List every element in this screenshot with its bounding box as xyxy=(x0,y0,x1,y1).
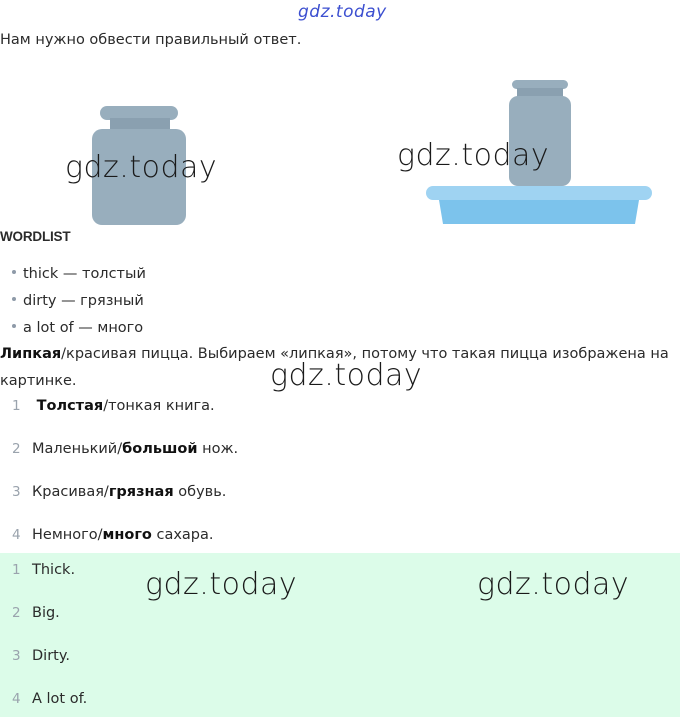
task-row xyxy=(0,398,680,420)
task-text: Толстая/тонкая книга. xyxy=(36,398,215,414)
answer-row xyxy=(0,691,680,713)
wordlist-heading: WORDLIST xyxy=(0,229,71,244)
task-text: Маленький/большой нож. xyxy=(32,441,239,457)
example-text-cont: картинке. xyxy=(0,373,77,389)
watermark-left-image: gdz.today xyxy=(65,150,218,185)
bullet-icon xyxy=(12,324,16,328)
answer-number: 2 xyxy=(12,605,21,621)
wordlist-item: dirty — грязный xyxy=(12,293,144,309)
bullet-icon xyxy=(12,297,16,301)
wordlist-item: a lot of — много xyxy=(12,320,143,336)
answer-row xyxy=(0,648,680,670)
jar-lid xyxy=(512,80,568,89)
answer-number: 1 xyxy=(12,562,21,578)
task-number: 1 xyxy=(12,398,21,414)
bullet-icon xyxy=(12,270,16,274)
task-row xyxy=(0,441,680,463)
task-row xyxy=(0,527,680,549)
intro-text: Нам нужно обвести правильный ответ. xyxy=(0,32,302,48)
answer-text: Thick. xyxy=(32,562,76,578)
task-number: 3 xyxy=(12,484,21,500)
task-row xyxy=(0,484,680,506)
task-number: 4 xyxy=(12,527,21,543)
watermark-answers-left: gdz.today xyxy=(145,567,298,602)
task-text: Красивая/грязная обувь. xyxy=(32,484,227,500)
example-bold: Липкая xyxy=(0,346,62,362)
wordlist-item: thick — толстый xyxy=(12,266,146,282)
task-text: Немного/много сахара. xyxy=(32,527,214,543)
task-number: 2 xyxy=(12,441,21,457)
plate-base xyxy=(439,200,639,224)
answer-number: 4 xyxy=(12,691,21,707)
answer-number: 3 xyxy=(12,648,21,664)
answer-text: Big. xyxy=(32,605,60,621)
answer-text: A lot of. xyxy=(32,691,88,707)
watermark-right-image: gdz.today xyxy=(397,138,550,173)
jar-lid xyxy=(100,106,178,120)
example-text: /красивая пицца. Выбираем «липкая», потому что такая пицца изображена на xyxy=(61,346,669,362)
watermark-top: gdz.today xyxy=(298,2,387,22)
answers-panel xyxy=(0,553,680,717)
watermark-answers-right: gdz.today xyxy=(477,567,630,602)
plate-rim xyxy=(426,186,652,200)
watermark-middle: gdz.today xyxy=(270,358,423,393)
answer-row xyxy=(0,605,680,627)
answer-text: Dirty. xyxy=(32,648,70,664)
